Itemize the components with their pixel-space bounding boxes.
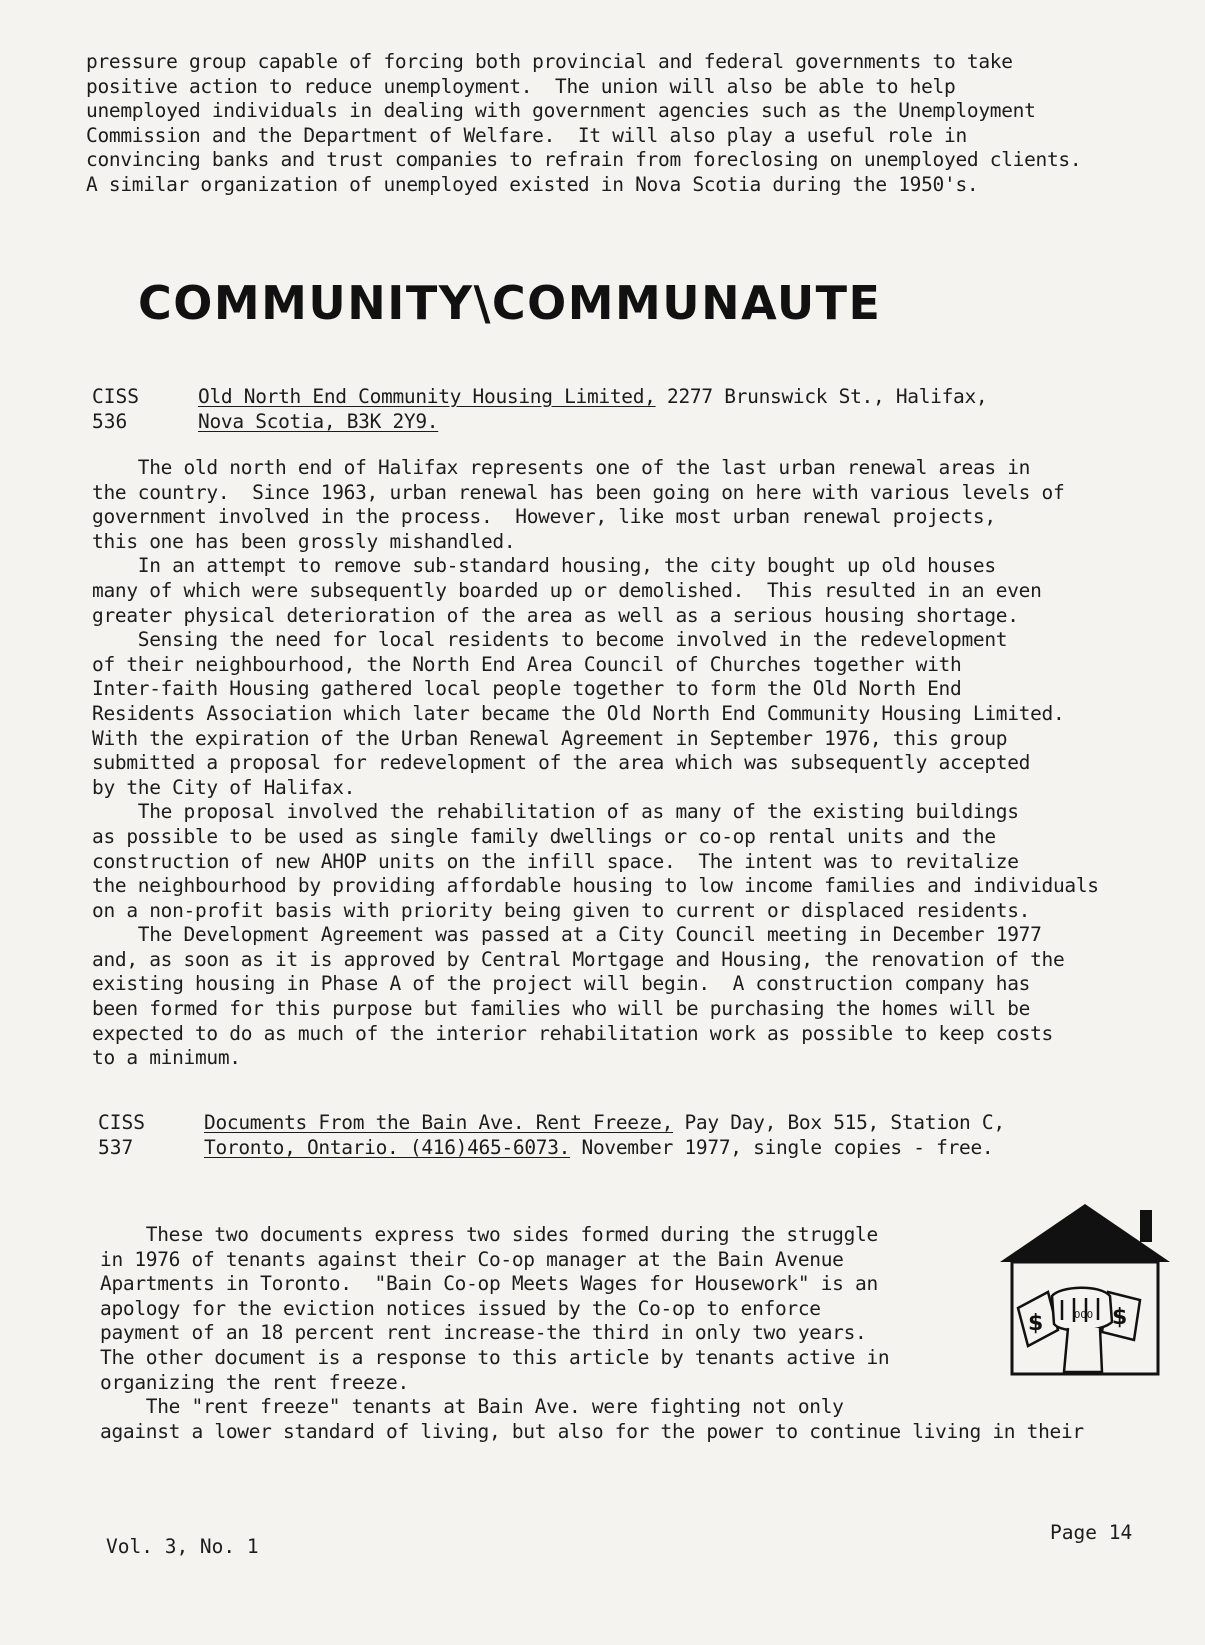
text-line: The proposal involved the rehabilitation of as many of the existing buildings [92,800,1019,824]
text-line: Inter-faith Housing gathered local people together to form the Old North End [92,677,962,701]
text-line: The Development Agreement was passed at a City Council meeting in December 1977 [92,923,1042,947]
section-heading: COMMUNITY\COMMUNAUTE [138,276,882,330]
text-line: payment of an 18 percent rent increase-the third in only two years. [100,1321,867,1345]
ciss-label: CISS [92,385,139,408]
text-line: submitted a proposal for redevelopment of the area which was subsequently accepted [92,751,1031,775]
svg-text:000: 000 [1074,1310,1094,1321]
text-line: on a non-profit basis with priority being given to current or displaced residents. [92,898,1031,922]
text-line: The other document is a response to this article by tenants active in [100,1345,890,1369]
paragraph [92,800,1099,923]
citation-location: Nova Scotia, B3K 2Y9. [198,410,439,433]
text-line: been formed for this purpose but families who will be purchasing the homes will be [92,997,1031,1021]
entry-536-body [92,456,1099,1071]
text-line: by the City of Halifax. [92,775,356,799]
text-line: expected to do as much of the interior rehabilitation work as possible to keep costs [92,1021,1053,1045]
text-line: as possible to be used as single family dwellings or co-op rental units and the [92,824,996,848]
text-line: against a lower standard of living, but also for the power to continue living in their [100,1419,1084,1443]
text-line: The "rent freeze" tenants at Bain Ave. were fighting not only [100,1395,844,1419]
citation-publisher: Pay Day, Box 515, Station C, [673,1111,1005,1134]
page-number: Page 14 [1050,1521,1133,1544]
citation-536 [198,384,987,434]
ciss-label-537 [98,1110,145,1160]
text-line: Residents Association which later became the Old North End Community Housing Limited. [92,701,1065,725]
citation-details: November 1977, single copies - free. [570,1136,994,1159]
text-line: to a minimum. [92,1046,241,1070]
paragraph [92,554,1099,628]
text-line: Apartments in Toronto. "Bain Co-op Meets Wages for Housework" is an [100,1272,878,1296]
ciss-number: 536 [92,410,128,433]
text-line: many of which were subsequently boarded up or demolished. This resulted in an even [92,578,1042,602]
paragraph [92,628,1099,800]
text-line: unemployed individuals in dealing with government agencies such as the Unemployment [86,99,1036,123]
svg-text:$: $ [1028,1311,1044,1336]
text-line: this one has been grossly mishandled. [92,529,516,553]
ciss-number: 537 [98,1136,134,1159]
citation-537 [204,1110,1005,1160]
text-line: of their neighbourhood, the North End Area Council of Churches together with [92,652,962,676]
text-line: the country. Since 1963, urban renewal has been going on here with various levels of [92,480,1065,504]
citation-title: Documents From the Bain Ave. Rent Freeze, [204,1111,674,1134]
text-line: government involved in the process. However, like most urban renewal projects, [92,505,996,529]
paragraph [92,923,1099,1071]
text-line: organizing the rent freeze. [100,1370,409,1394]
citation-title: Old North End Community Housing Limited, [198,385,656,408]
text-line: With the expiration of the Urban Renewal Agreement in September 1976, this group [92,726,1008,750]
text-line: The old north end of Halifax represents one of the last urban renewal areas in [92,456,1031,479]
text-line: and, as soon as it is approved by Central Mortgage and Housing, the renovation of the [92,947,1065,971]
text-line: in 1976 of tenants against their Co-op manager at the Bain Avenue [100,1247,844,1271]
citation-address: 2277 Brunswick St., Halifax, [655,385,988,408]
text-line: pressure group capable of forcing both provincial and federal governments to take [86,50,1013,73]
house-with-fist-holding-money-icon [990,1200,1180,1380]
volume-number: Vol. 3, No. 1 [106,1535,259,1558]
text-line: apology for the eviction notices issued by the Co-op to enforce [100,1296,821,1320]
text-line: convincing banks and trust companies to refrain from foreclosing on unemployed clients. [86,148,1082,172]
paragraph [100,1223,1084,1395]
paragraph [92,456,1099,554]
ciss-label: CISS [98,1111,145,1134]
intro-paragraph [86,50,1081,198]
citation-location: Toronto, Ontario. (416)465-6073. [204,1136,571,1159]
text-line: A similar organization of unemployed existed in Nova Scotia during the 1950's. [86,172,979,196]
text-line: In an attempt to remove sub-standard housing, the city bought up old houses [92,554,996,578]
text-line: greater physical deterioration of the area as well as a serious housing shortage. [92,603,1019,627]
text-line: These two documents express two sides formed during the struggle [100,1223,878,1246]
ciss-label-536 [92,384,139,434]
entry-537-body [100,1223,1084,1444]
paragraph [100,1395,1084,1444]
text-line: Commission and the Department of Welfare. It will also play a useful role in [86,123,967,147]
text-line: the neighbourhood by providing affordable housing to low income families and individuals [92,874,1099,898]
text-line: existing housing in Phase A of the project will begin. A construction company has [92,972,1031,996]
text-line: construction of new AHOP units on the infill space. The intent was to revitalize [92,849,1019,873]
text-line: Sensing the need for local residents to become involved in the redevelopment [92,628,1008,652]
text-line: positive action to reduce unemployment. The union will also be able to help [86,74,956,98]
svg-text:$: $ [1112,1305,1128,1330]
